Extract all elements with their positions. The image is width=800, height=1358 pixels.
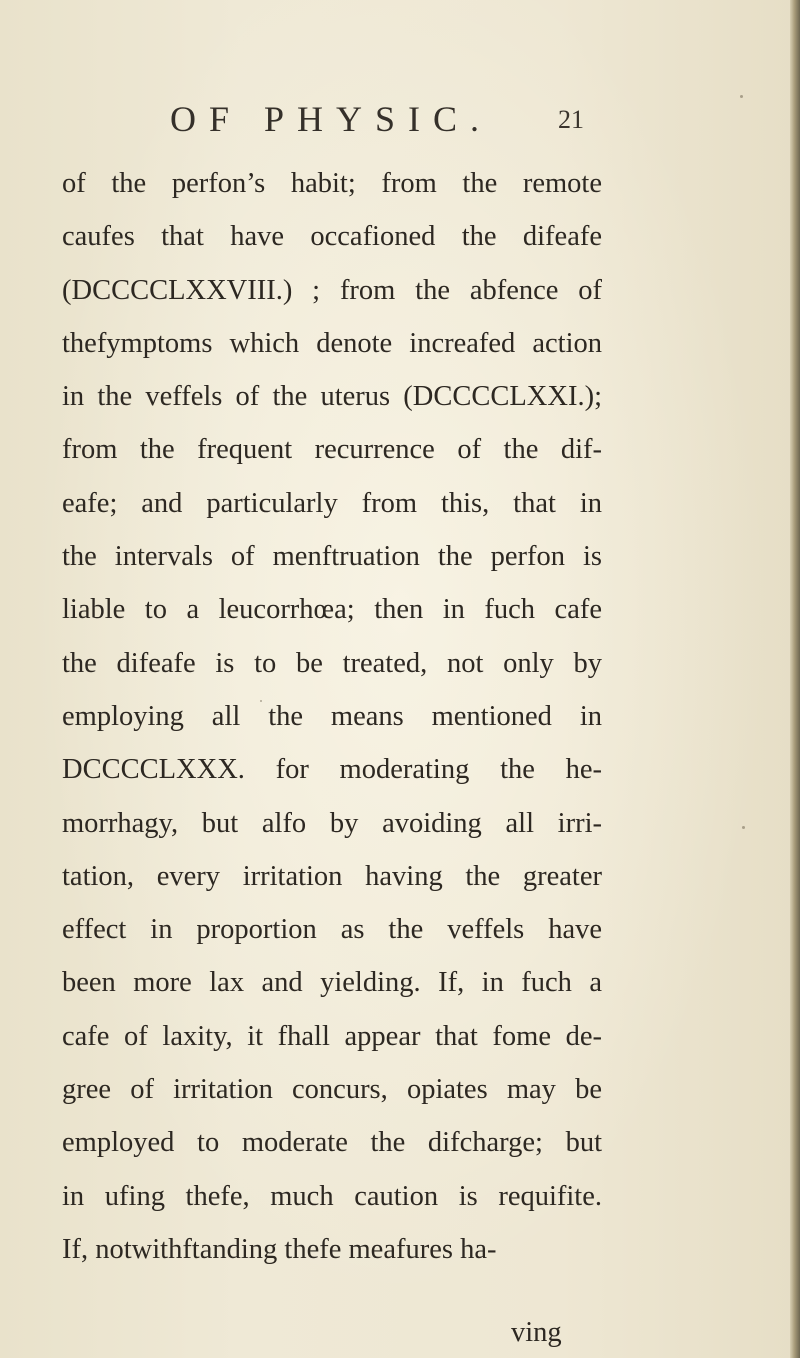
page-number: 21 xyxy=(558,105,584,134)
text-line: liable to a leucorrhœa; then in fuch cafe xyxy=(62,594,602,626)
catchword: ving xyxy=(511,1317,562,1348)
text-line: gree of irritation concurs, opiates may be xyxy=(62,1074,602,1106)
text-line: morrhagy, but alfo by avoiding all irri- xyxy=(62,807,602,839)
text-line: If, notwithftanding thefe meafures ha- xyxy=(62,1233,497,1265)
running-title: OF PHYSIC. xyxy=(170,99,493,139)
text-line: caufes that have occafioned the difeafe xyxy=(62,221,602,253)
text-line: the intervals of menftruation the perfon is xyxy=(62,541,602,573)
body-text xyxy=(62,157,602,1276)
text-line: (DCCCCLXXVIII.) ; from the abfence of xyxy=(62,274,602,306)
text-line: effect in proportion as the veffels have xyxy=(62,914,602,946)
text-line: from the frequent recurrence of the dif- xyxy=(62,434,602,466)
text-line: of the perfon’s habit; from the remote xyxy=(62,168,602,199)
text-line: cafe of laxity, it fhall appear that fome de- xyxy=(62,1020,602,1052)
text-line: DCCCCLXXX. for moderating the he- xyxy=(62,754,602,786)
text-line: thefymptoms which denote increafed action xyxy=(62,327,602,359)
text-line: tation, every irritation having the greater xyxy=(62,860,602,892)
paper-speck xyxy=(742,826,745,829)
page-edge-shadow xyxy=(790,0,800,1358)
text-line: the difeafe is to be treated, not only by xyxy=(62,647,602,679)
text-line: employing all the means mentioned in xyxy=(62,700,602,732)
page-header xyxy=(0,98,800,148)
text-line: in the veffels of the uterus (DCCCCLXXI.); xyxy=(62,381,602,413)
text-line: eafe; and particularly from this, that in xyxy=(62,487,602,519)
text-line: been more lax and yielding. If, in fuch a xyxy=(62,967,602,999)
text-line: in ufing thefe, much caution is requifite. xyxy=(62,1180,602,1212)
paper-speck xyxy=(740,95,743,98)
paper-speck xyxy=(260,700,262,702)
text-line: employed to moderate the difcharge; but xyxy=(62,1127,602,1159)
